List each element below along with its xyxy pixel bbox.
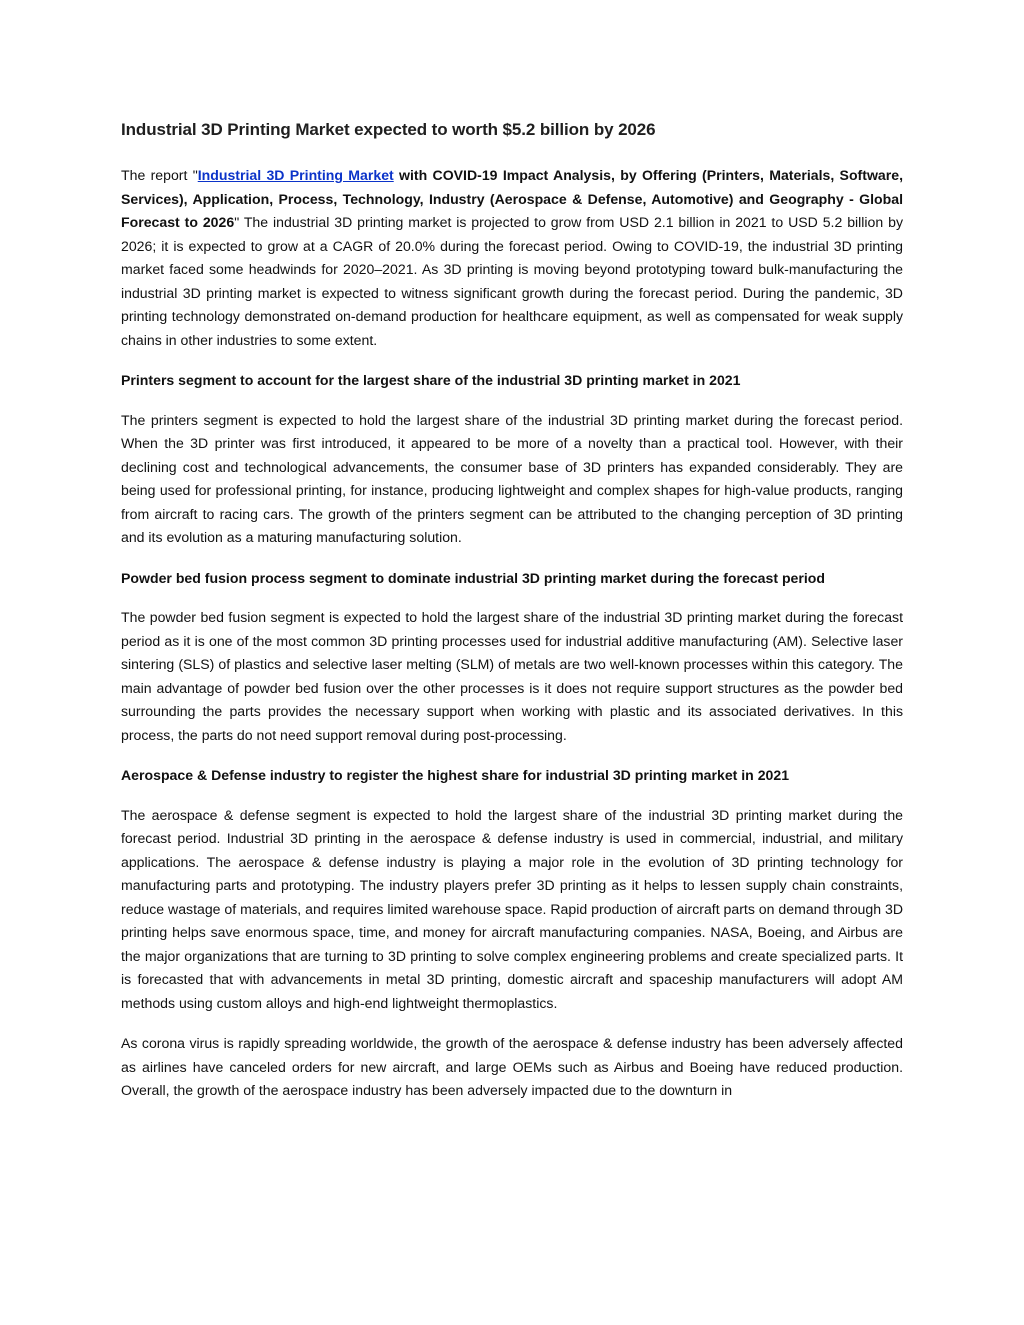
- section-heading-aerospace-defense: Aerospace & Defense industry to register the highest share for industrial 3D printing market in 2021: [121, 767, 790, 783]
- intro-paragraph: [121, 164, 903, 352]
- report-title-bold: with COVID-19 Impact Analysis, by Offering (Printers, Materials, Software, Services), Application, Process, Technology, Industry (Aerospace & Defense, Automotive) and Geography - Global Forecast to 2026: [121, 167, 903, 230]
- report-link[interactable]: Industrial 3D Printing Market: [197, 167, 394, 183]
- aerospace-defense-paragraph: The aerospace & defense segment is expected to hold the largest share of the industrial 3D printing market during the forecast period. Industrial 3D printing in the aerospace & defense industry is used in commercial, industrial, and military applications. The aerospace & defense industry is playing a major role in the evolution of 3D printing technology for manufacturing parts and prototyping. The industry players prefer 3D printing as it helps to lessen supply chain constraints, reduce wastage of materials, and requires limited warehouse space. Rapid production of aircraft parts on demand through 3D printing helps save enormous space, time, and money for aircraft manufacturing companies. NASA, Boeing, and Airbus are the major organizations that are turning to 3D printing to solve complex engineering problems and create specialized parts. It is forecasted that with advancements in metal 3D printing, domestic aircraft and spaceship manufacturers will adopt AM methods using custom alloys and high-end lightweight thermoplastics.: [121, 806, 903, 1011]
- printers-paragraph: The printers segment is expected to hold the largest share of the industrial 3D printing market during the forecast period. When the 3D printer was first introduced, it appeared to be more of a novelty than a practical tool. However, with their declining cost and technological advancements, the consumer base of 3D printers has expanded considerably. They are being used for professional printing, for instance, producing lightweight and complex shapes for high-value products, ranging from aircraft to racing cars. The growth of the printers segment can be attributed to the changing perception of 3D printing and its evolution as a maturing manufacturing solution.: [121, 411, 903, 545]
- section-heading-powder-bed-fusion: Powder bed fusion process segment to dominate industrial 3D printing market during the forecast period: [121, 569, 826, 586]
- powder-bed-fusion-paragraph: The powder bed fusion segment is expected to hold the largest share of the industrial 3D printing market during the forecast period as it is one of the most common 3D printing processes used for industrial additive manufacturing (AM). Selective laser sintering (SLS) of plastics and selective laser melting (SLM) of metals are two well-known processes within this category. The main advantage of powder bed fusion over the other processes is it does not require support structures as the powder bed surrounding the parts provides the necessary support when working with plastic and its associated derivatives. In this process, the parts do not need support removal during post-processing.: [121, 609, 903, 743]
- document-page: [121, 118, 903, 1120]
- intro-prefix: The report ": [121, 167, 198, 183]
- document-title: Industrial 3D Printing Market expected to worth $5.2 billion by 2026: [121, 120, 656, 139]
- section-heading-printers: Printers segment to account for the largest share of the industrial 3D printing market in 2021: [121, 372, 741, 388]
- intro-body: " The industrial 3D printing market is projected to grow from USD 2.1 billion in 2021 to USD 5.2 billion by 2026; it is expected to grow at a CAGR of 20.0% during the forecast period. Owing to COVID-19, the industrial 3D printing market faced some headwinds for 2020–2021. As 3D printing is moving beyond prototyping toward bulk-manufacturing the industrial 3D printing market is expected to witness significant growth during the forecast period. During the pandemic, 3D printing technology demonstrated on-demand production for healthcare equipment, as well as compensated for weak supply chains in other industries to some extent.: [121, 214, 903, 348]
- corona-impact-paragraph: As corona virus is rapidly spreading worldwide, the growth of the aerospace & defense industry has been adversely affected as airlines have canceled orders for new aircraft, and large OEMs such as Airbus and Boeing have reduced production. Overall, the growth of the aerospace industry has been adversely impacted due to the downturn in: [121, 1035, 903, 1098]
